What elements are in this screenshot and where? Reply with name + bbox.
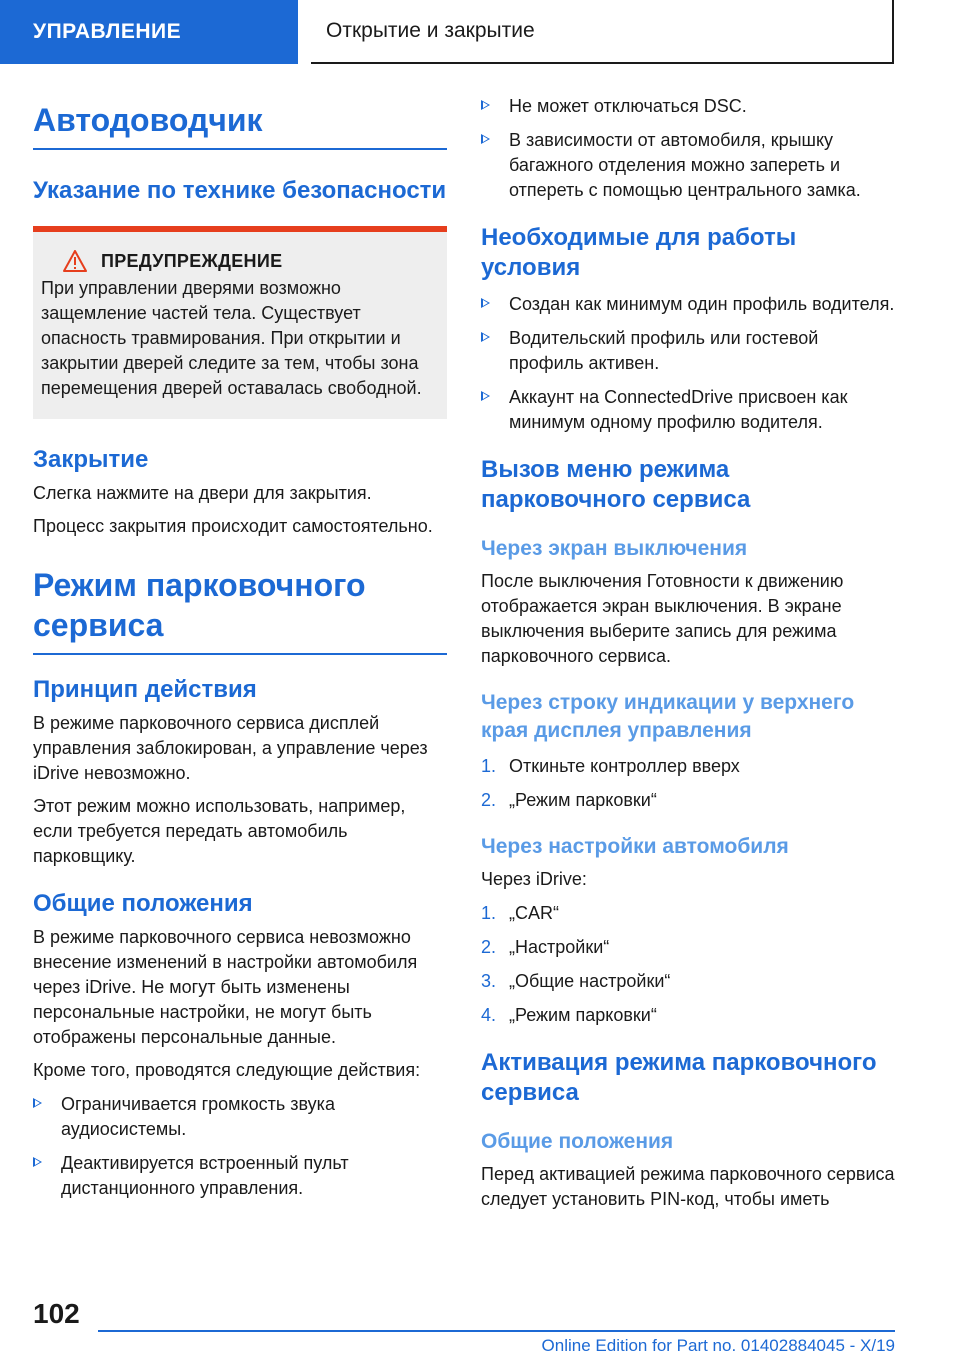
step-item: 1. Откиньте контроллер вверх (481, 756, 740, 776)
header-subsection-title: Открытие и закрытие (311, 0, 894, 64)
step-item: 1. „CAR“ (481, 903, 559, 923)
settings-paragraph: Через iDrive: (481, 869, 587, 889)
header-section-tab[interactable]: УПРАВЛЕНИЕ (0, 0, 298, 64)
step-item: 4. „Режим парковки“ (481, 1005, 657, 1025)
heading-parking-service: Режим парковочного сервиса (33, 565, 447, 655)
bullet-triangle-icon (481, 298, 490, 308)
conditions-bullet-list (481, 292, 895, 435)
heading-activation: Активация режима парковочного сервиса (481, 1049, 877, 1106)
list-item: Деактивируется встроенный пульт дистанционного управления. (33, 1151, 447, 1201)
list-item: Не может отключаться DSC. (481, 94, 895, 119)
heading-status-bar: Через строку индикации у верхнего края дисплея управления (481, 691, 855, 742)
bullet-triangle-icon (481, 134, 490, 144)
top-bullet-list (481, 94, 895, 203)
heading-shutdown-screen: Через экран выключения (481, 537, 748, 560)
settings-steps (481, 901, 895, 1028)
list-item: Создан как минимум один профиль водителя. (481, 292, 895, 317)
warning-text: При управлении дверями возможно защемление частей тела. Существует опасность травмирования. При открытии и закрытии дверей следите за тем, чтобы зона перемещения дверей оставалась свободной. (41, 278, 422, 398)
step-item: 3. „Общие настройки“ (481, 971, 671, 991)
warning-header (41, 250, 437, 272)
step-item: 2. „Настройки“ (481, 937, 610, 957)
heading-conditions: Необходимые для работы условия (481, 224, 797, 281)
shutdown-paragraph: После выключения Готовности к движению отображается экран выключения. В экране выключения выберите запись для режима парковочного сервиса. (481, 571, 844, 666)
heading-menu-call: Вызов меню режима парковочного сервиса (481, 456, 751, 513)
closing-paragraph: Слегка нажмите на двери для закрытия. (33, 483, 372, 503)
heading-autoclose: Автодоводчик (33, 100, 447, 150)
list-item: Ограничивается громкость звука аудиосистемы. (33, 1092, 447, 1142)
status-bar-steps (481, 754, 895, 813)
heading-general: Общие положения (33, 890, 253, 917)
right-column (481, 96, 895, 1212)
general-paragraph: В режиме парковочного сервиса невозможно внесение изменений в настройки автомобиля через iDrive. Не могут быть изменены персональные настройки, не могут быть отображены персональные данные. (33, 927, 418, 1047)
principle-paragraph: Этот режим можно использовать, например, если требуется передать автомобиль парковщику. (33, 796, 406, 866)
left-column (33, 96, 447, 1201)
heading-closing: Закрытие (33, 446, 149, 473)
principle-paragraph: В режиме парковочного сервиса дисплей управления заблокирован, а управление через iDrive невозможно. (33, 713, 428, 783)
footer-edition-link[interactable]: Online Edition for Part no. 01402884045 - X/19 (541, 1336, 895, 1355)
heading-safety: Указание по технике безопасности (33, 177, 447, 204)
list-item: В зависимости от автомобиля, крышку багажного отделения можно запереть и отпереть с помощью центрального замка. (481, 128, 895, 203)
warning-title: ПРЕДУПРЕЖДЕНИЕ (101, 250, 283, 271)
warning-triangle-icon (63, 250, 87, 272)
bullet-triangle-icon (481, 332, 490, 342)
page-number: 102 (33, 1298, 80, 1329)
general-bullet-list (33, 1092, 447, 1201)
bullet-triangle-icon (33, 1157, 42, 1167)
bullet-triangle-icon (481, 391, 490, 401)
bullet-triangle-icon (33, 1098, 42, 1108)
heading-vehicle-settings: Через настройки автомобиля (481, 835, 789, 858)
general-paragraph: Кроме того, проводятся следующие действия: (33, 1060, 421, 1080)
warning-box (33, 226, 447, 419)
heading-principle: Принцип действия (33, 676, 257, 703)
heading-activation-general: Общие положения (481, 1130, 674, 1153)
list-item: Аккаунт на ConnectedDrive присвоен как минимум одному профилю водителя. (481, 385, 895, 435)
bullet-triangle-icon (481, 100, 490, 110)
step-item: 2. „Режим парковки“ (481, 790, 657, 810)
activation-paragraph: Перед активацией режима парковочного сервиса следует установить PIN-код, чтобы иметь (481, 1164, 895, 1209)
list-item: Водительский профиль или гостевой профиль активен. (481, 326, 895, 376)
footer-divider (98, 1330, 895, 1332)
closing-paragraph: Процесс закрытия происходит самостоятельно. (33, 516, 433, 536)
